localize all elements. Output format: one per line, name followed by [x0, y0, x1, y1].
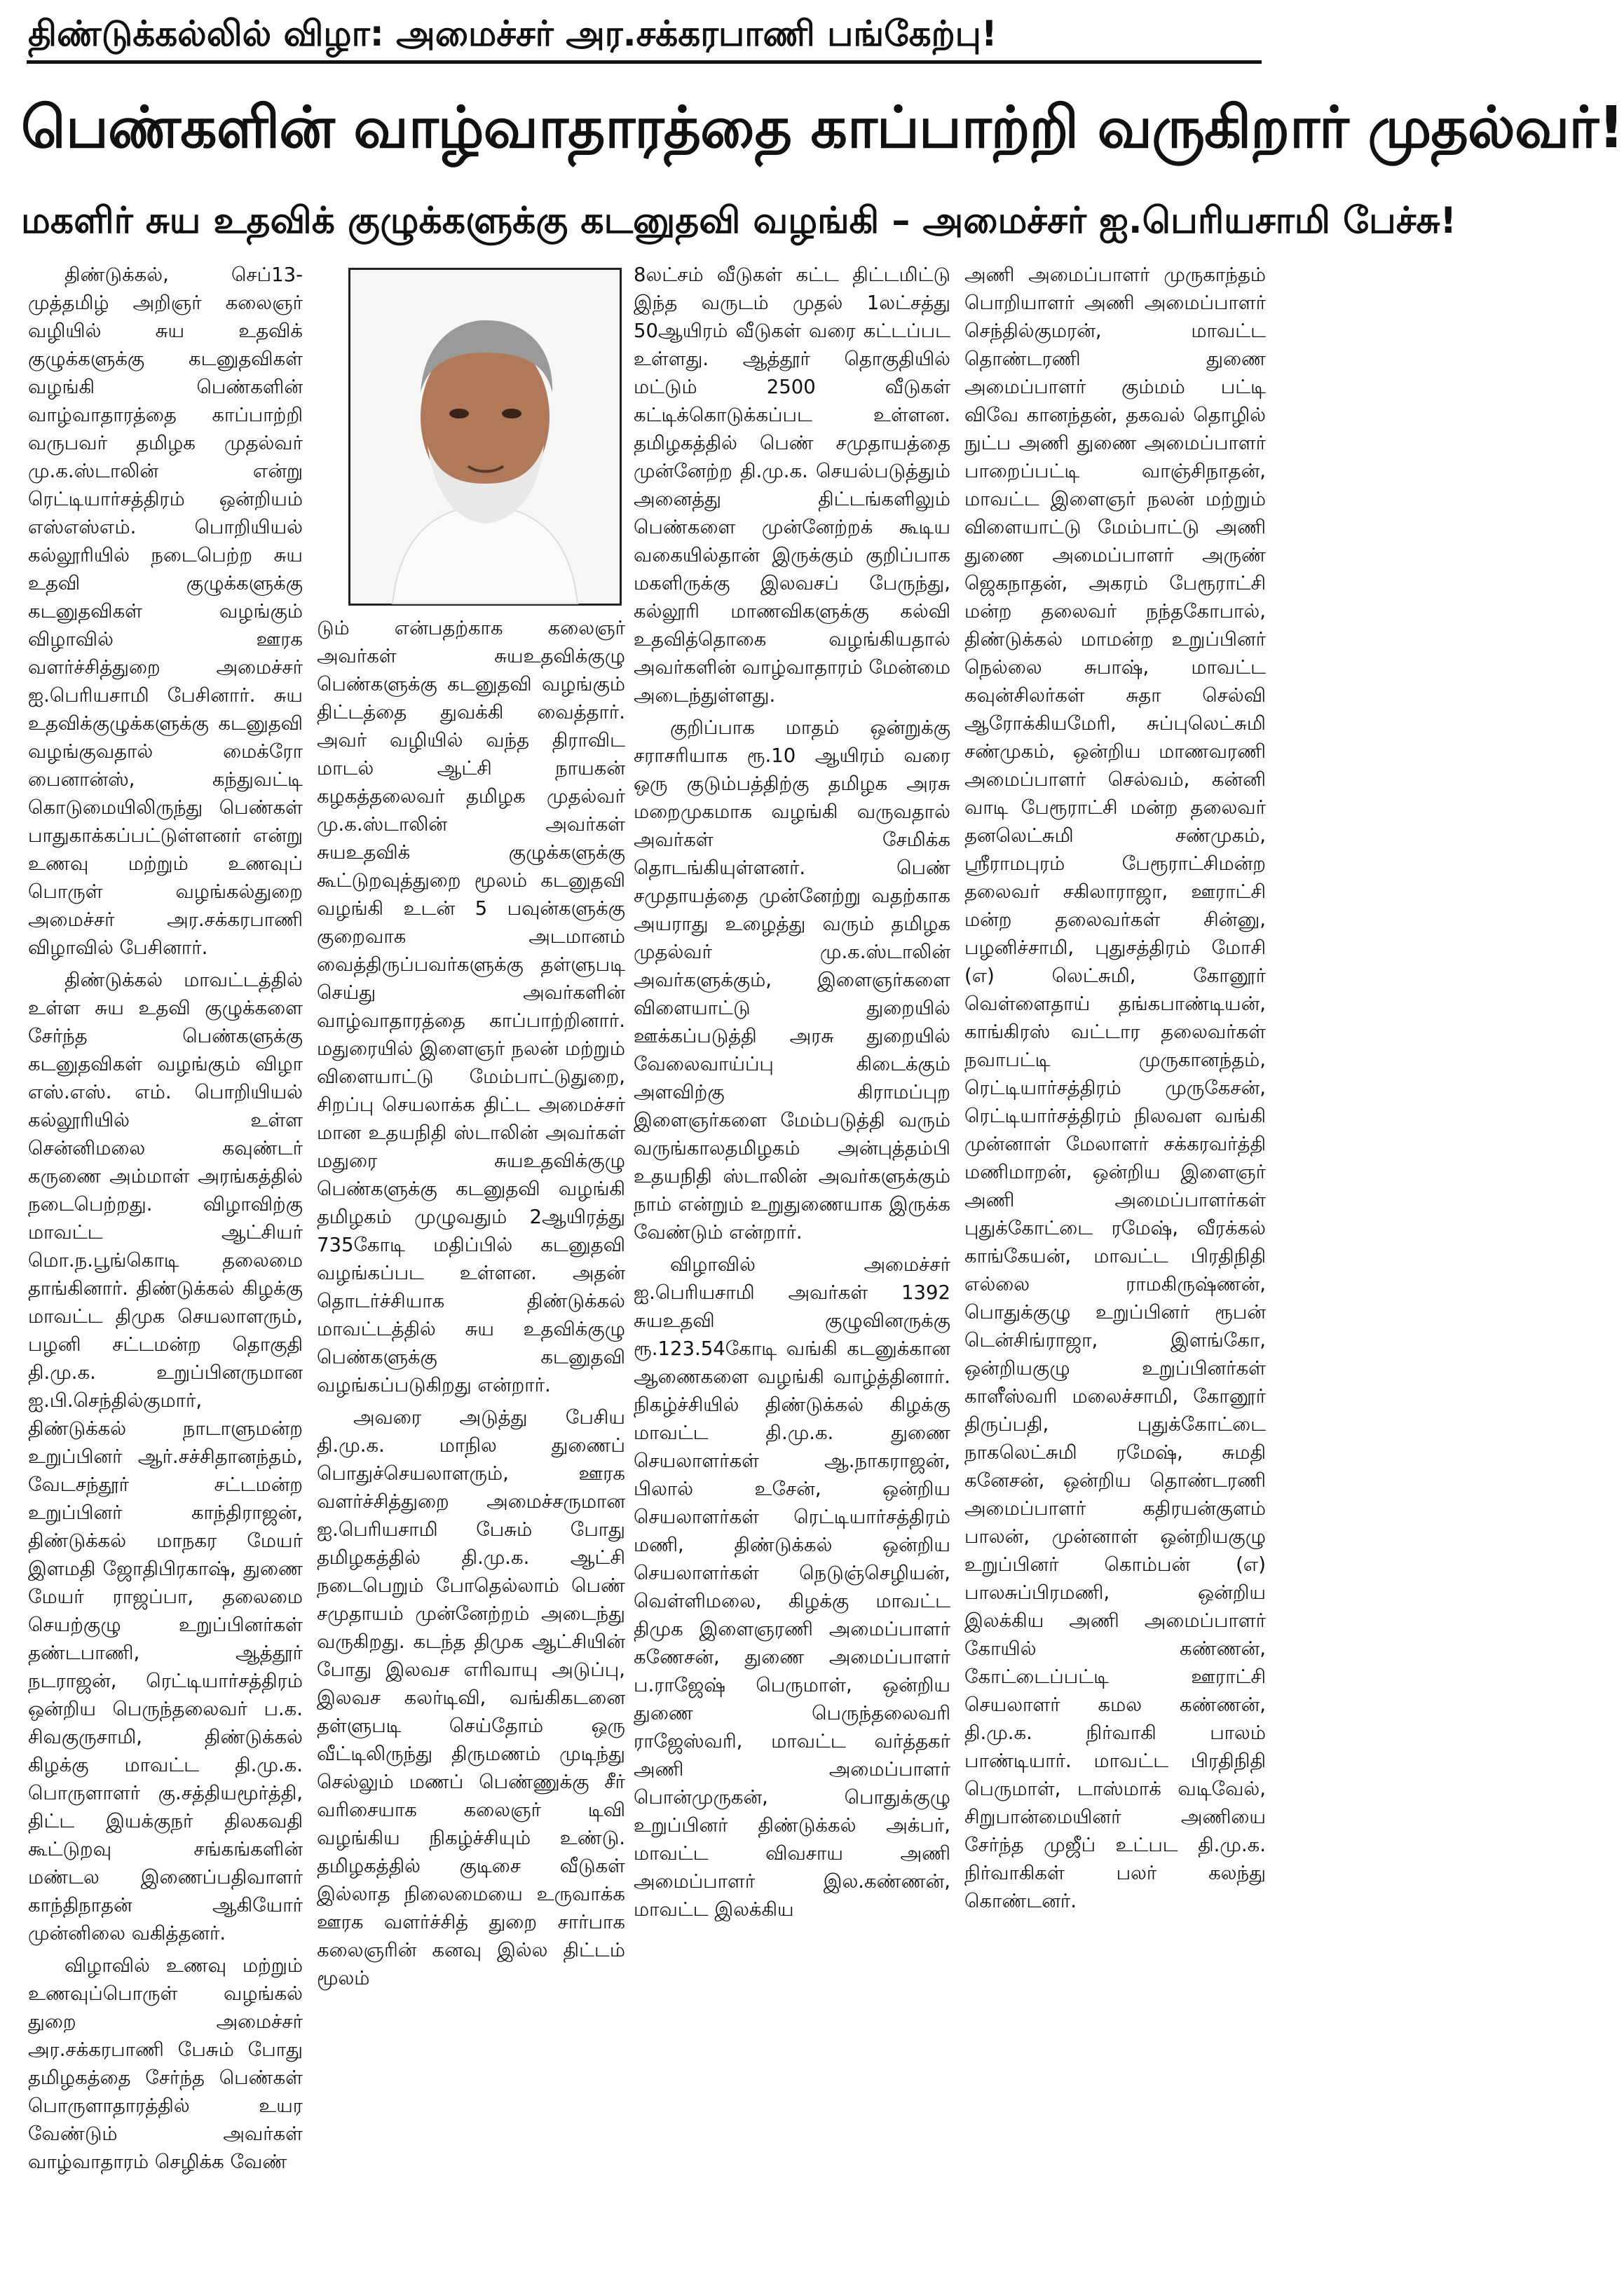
article-paragraph: விழாவில் உணவு மற்றும் உணவுப்பொருள் வழங்கல் துறை அமைச்சர் அர.சக்கரபாணி பேசும் போது தமிழகத்தை சேர்ந்த பெண்கள் பொருளாதாரத்தில் உயர வேண்டும் அவர்கள் வாழ்வாதாரம் செழிக்க வேண்: [28, 1954, 303, 2173]
article-paragraph: டும் என்பதற்காக கலைஞர் அவர்கள் சுயஉதவிக்குழு பெண்களுக்கு கடனுதவி வழங்கும் திட்டத்தை துவக்கி வைத்தார். அவர் வழியில் வந்த திராவிட மாடல் ஆட்சி நாயகன் கழகத்தலைவர் தமிழக முதல்வர் மு.க.ஸ்டாலின் அவர்கள் சுயஉதவிக் குழுக்களுக்கு கூட்டுறவுத்துறை மூலம் கடனுதவி வழங்கி உடன் 5 பவுன்களுக்கு குறைவாக அடமானம் வைத்திருப்பவர்களுக்கு தள்ளுபடி செய்து அவர்களின் வாழ்வாதாரத்தை காப்பாற்றினார். மதுரையில் இளைஞர் நலன் மற்றும் விளையாட்டு மேம்பாட்டுதுறை, சிறப்பு செயலாக்க திட்ட அமைச்சர் மான உதயநிதி ஸ்டாலின் அவர்கள் மதுரை சுயஉதவிக்குழு பெண்களுக்கு கடனுதவி வழங்கி தமிழகம் முழுவதும் 2ஆயிரத்து 735கோடி மதிப்பில் கடனுதவி வழங்கப்பட உள்ளன. அதன் தொடர்ச்சியாக திண்டுக்கல் மாவட்டத்தில் சுய உதவிக்குழு பெண்களுக்கு கடனுதவி வழங்கப்படுகிறது என்றார்.: [317, 617, 625, 1396]
kicker-headline: திண்டுக்கல்லில் விழா: அமைச்சர் அர.சக்கரபாணி பங்கேற்பு!: [28, 13, 997, 54]
article-paragraph: அணி அமைப்பாளர் முருகாந்தம் பொறியாளர் அணி அமைப்பாளர் செந்தில்குமரன், மாவட்ட தொண்டரணி துணை அமைப்பாளர் கும்மம் பட்டி விவே கானந்தன், தகவல் தொழில் நுட்ப அணி துணை அமைப்பாளர் பாறைப்பட்டி வாஞ்சிநாதன், மாவட்ட இளைஞர் நலன் மற்றும் விளையாட்டு மேம்பாட்டு அணி துணை அமைப்பாளர் அருண் ஜெகநாதன், அகரம் பேரூராட்சி மன்ற தலைவர் நந்தகோபால், திண்டுக்கல் மாமன்ற உறுப்பினர் நெல்லை சுபாஷ், மாவட்ட கவுன்சிலர்கள் சுதா செல்வி ஆரோக்கியமேரி, சுப்புலெட்சுமி சண்முகம், ஒன்றிய மாணவரணி அமைப்பாளர் செல்வம், கன்னி வாடி பேரூராட்சி மன்ற தலைவர் தனலெட்சுமி சண்முகம், ஸ்ரீராமபுரம் பேரூராட்சிமன்ற தலைவர் சகிலாராஜா, ஊராட்சி மன்ற தலைவர்கள் சின்னு, பழனிச்சாமி, புதுசத்திரம் மோசி (எ) லெட்சுமி, கோனூர் வெள்ளைதாய் தங்கபாண்டியன், காங்கிரஸ் வட்டார தலைவர்கள் நவாபட்டி முருகானந்தம், ரெட்டியார்சத்திரம் முருகேசன், ரெட்டியார்சத்திரம் நிலவள வங்கி முன்னாள் மேலாளர் சக்கரவர்த்தி மணிமாறன், ஒன்றிய இளைஞர் அணி அமைப்பாளர்கள் புதுக்கோட்டை ரமேஷ், வீரக்கல் காங்கேயன், மாவட்ட பிரதிநிதி எல்லை ராமகிருஷ்ணன், பொதுக்குழு உறுப்பினர் ரூபன் டென்சிங்ராஜா, இளங்கோ, ஒன்றியகுழு உறுப்பினர்கள் காளீஸ்வரி மலைச்சாமி, கோனூர் திருப்பதி, புதுக்கோட்டை நாகலெட்சுமி ரமேஷ், சுமதி கனேசன், ஒன்றிய தொண்டரணி அமைப்பாளர் கதிரயன்குளம் பாலன், முன்னாள் ஒன்றியகுழு உறுப்பினர் கொம்பன் (எ) பாலசுப்பிரமணி, ஒன்றிய இலக்கிய அணி அமைப்பாளர் கோயில் கண்ணன், கோட்டைப்பட்டி ஊராட்சி செயலாளர் கமல கண்ணன், தி.மு.க. நிர்வாகி பாலம் பாண்டியார். மாவட்ட பிரதிநிதி பெருமாள், டாஸ்மாக் வடிவேல், சிறுபான்மையினர் அணியை சேர்ந்த முஜீப் உட்பட தி.மு.க. நிர்வாகிகள் பலர் கலந்து கொண்டனர்.: [964, 264, 1266, 1912]
kicker-underline: [27, 60, 1262, 64]
sub-headline: மகளிர் சுய உதவிக் குழுக்களுக்கு கடனுதவி வழங்கி – அமைச்சர் ஐ.பெரியசாமி பேச்சு!: [21, 200, 1457, 242]
article-paragraph: குறிப்பாக மாதம் ஒன்றுக்கு சராசரியாக ரூ.10 ஆயிரம் வரை ஒரு குடும்பத்திற்கு தமிழக அரசு மறைமுகமாக வழங்கி வருவதால் அவர்கள் சேமிக்க தொடங்கியுள்ளனர். பெண் சமுதாயத்தை முன்னேற்று வதற்காக அயராது உழைத்து வரும் தமிழக முதல்வர் மு.க.ஸ்டாலின் அவர்களுக்கும், இளைஞர்களை விளையாட்டு துறையில் ஊக்கப்படுத்தி அரசு துறையில் வேலைவாய்ப்பு கிடைக்கும் அளவிற்கு கிராமப்புற இளைஞர்களை மேம்படுத்தி வரும் வருங்காலதமிழகம் அன்புத்தம்பி உதயநிதி ஸ்டாலின் அவர்களுக்கும் நாம் என்றும் உறுதுணையாக இருக்க வேண்டும் என்றார்.: [634, 716, 950, 1244]
article-column-4: [964, 261, 1266, 2287]
article-paragraph: திண்டுக்கல், செப்13- முத்தமிழ் அறிஞர் கலைஞர் வழியில் சுய உதவிக் குழுக்களுக்கு கடனுதவிகள் வழங்கி பெண்களின் வாழ்வாதாரத்தை காப்பாற்றி வருபவர் தமிழக முதல்வர் மு.க.ஸ்டாலின் என்று ரெட்டியார்சத்திரம் ஒன்றியம் எஸ்எஸ்எம். பொறியியல் கல்லூரியில் நடைபெற்ற சுய உதவி குழுக்களுக்கு கடனுதவிகள் வழங்கும் விழாவில் ஊரக வளர்ச்சித்துறை அமைச்சர் ஐ.பெரியசாமி பேசினார். சுய உதவிக்குழுக்களுக்கு கடனுதவி வழங்குவதால் மைக்ரோ பைனான்ஸ், கந்துவட்டி கொடுமையிலிருந்து பெண்கள் பாதுகாக்கப்பட்டுள்ளனர் என்று உணவு மற்றும் உணவுப் பொருள் வழங்கல்துறை அமைச்சர் அர.சக்கரபாணி விழாவில் பேசினார்.: [28, 264, 303, 959]
portrait-photo: [348, 268, 622, 606]
article-paragraph: 8லட்சம் வீடுகள் கட்ட திட்டமிட்டு இந்த வருடம் முதல் 1லட்சத்து 50ஆயிரம் வீடுகள் வரை கட்டப்பட உள்ளது. ஆத்தூர் தொகுதியில் மட்டும் 2500 வீடுகள் கட்டிக்கொடுக்கப்பட உள்ளன. தமிழகத்தில் பெண் சமுதாயத்தை முன்னேற்ற தி.மு.க. செயல்படுத்தும் அனைத்து திட்டங்களிலும் பெண்களை முன்னேற்றக் கூடிய வகையில்தான் இருக்கும் குறிப்பாக மகளிருக்கு இலவசப் பேருந்து, கல்லூரி மாணவிகளுக்கு கல்வி உதவித்தொகை வழங்கியதால் அவர்களின் வாழ்வாதாரம் மேன்மை அடைந்துள்ளது.: [634, 264, 950, 707]
article-paragraph: அவரை அடுத்து பேசிய தி.மு.க. மாநில துணைப் பொதுச்செயலாளரும், ஊரக வளர்ச்சித்துறை அமைச்சருமான ஐ.பெரியசாமி பேசும் போது தமிழகத்தில் தி.மு.க. ஆட்சி நடைபெறும் போதெல்லாம் பெண் சமுதாயம் முன்னேற்றம் அடைந்து வருகிறது. கடந்த திமுக ஆட்சியின் போது இலவச எரிவாயு அடுப்பு, இலவச கலர்டிவி, வங்கிகடனை தள்ளுபடி செய்தோம் ஒரு வீட்டிலிருந்து திருமணம் முடிந்து செல்லும் மணப் பெண்ணுக்கு சீர் வரிசையாக கலைஞர் டிவி வழங்கிய நிகழ்ச்சியும் உண்டு. தமிழகத்தில் குடிசை வீடுகள் இல்லாத நிலைமையை உருவாக்க ஊரக வளர்ச்சித் துறை சார்பாக கலைஞரின் கனவு இல்ல திட்டம் மூலம்: [317, 1406, 625, 1989]
main-headline: பெண்களின் வாழ்வாதாரத்தை காப்பாற்றி வருகிறார் முதல்வர்!: [21, 95, 1624, 161]
article-paragraph: விழாவில் அமைச்சர் ஐ.பெரியசாமி அவர்கள் 1392 சுயஉதவி குழுவினருக்கு ரூ.123.54கோடி வங்கி கடனுக்கான ஆணைகளை வழங்கி வாழ்த்தினார். நிகழ்ச்சியில் திண்டுக்கல் கிழக்கு மாவட்ட தி.மு.க. துணை செயலாளர்கள் ஆ.நாகராஜன், பிலால் உசேன், ஒன்றிய செயலாளர்கள் ரெட்டியார்சத்திரம் மணி, திண்டுக்கல் ஒன்றிய செயலாளர்கள் நெடுஞ்செழியன், வெள்ளிமலை, கிழக்கு மாவட்ட திமுக இளைஞரணி அமைப்பாளர் கணேசன், துணை அமைப்பாளர் ப.ராஜேஷ் பெருமாள், ஒன்றிய துணை பெருந்தலைவரி ராஜேஸ்வரி, மாவட்ட வர்த்தகர் அணி அமைப்பாளர் பொன்முருகன், பொதுக்குழு உறுப்பினர் திண்டுக்கல் அக்பர், மாவட்ட விவசாய அணி அமைப்பாளர் இல.கண்ணன், மாவட்ட இலக்கிய: [634, 1253, 950, 1921]
article-column-2: [317, 614, 625, 2287]
portrait-illustration: [350, 270, 620, 604]
article-paragraph: திண்டுக்கல் மாவட்டத்தில் உள்ள சுய உதவி குழுக்களை சேர்ந்த பெண்களுக்கு கடனுதவிகள் வழங்கும் விழா எஸ்.எஸ். எம். பொறியியல் கல்லூரியில் உள்ள சென்னிமலை கவுண்டர் கருணை அம்மாள் அரங்கத்தில் நடைபெற்றது. விழாவிற்கு மாவட்ட ஆட்சியர் மொ.ந.பூங்கொடி தலைமை தாங்கினார். திண்டுக்கல் கிழக்கு மாவட்ட திமுக செயலாளரும், பழனி சட்டமன்ற தொகுதி தி.மு.க. உறுப்பினருமான ஐ.பி.செந்தில்குமார், திண்டுக்கல் நாடாளுமன்ற உறுப்பினர் ஆர்.சச்சிதானந்தம், வேடசந்தூர் சட்டமன்ற உறுப்பினர் காந்திராஜன், திண்டுக்கல் மாநகர மேயர் இளமதி ஜோதிபிரகாஷ், துணை மேயர் ராஜப்பா, தலைமை செயற்குழு உறுப்பினர்கள் தண்டபாணி, ஆத்தூர் நடராஜன், ரெட்டியார்சத்திரம் ஒன்றிய பெருந்தலைவர் ப.க. சிவகுருசாமி, திண்டுக்கல் கிழக்கு மாவட்ட தி.மு.க. பொருளாளர் கு.சத்தியமூர்த்தி, திட்ட இயக்குநர் திலகவதி கூட்டுறவு சங்கங்களின் மண்டல இணைப்பதிவாளர் காந்திநாதன் ஆகியோர் முன்னிலை வகித்தனர்.: [28, 969, 303, 1945]
article-column-3: [634, 261, 950, 2287]
article-column-1: [28, 261, 303, 2287]
